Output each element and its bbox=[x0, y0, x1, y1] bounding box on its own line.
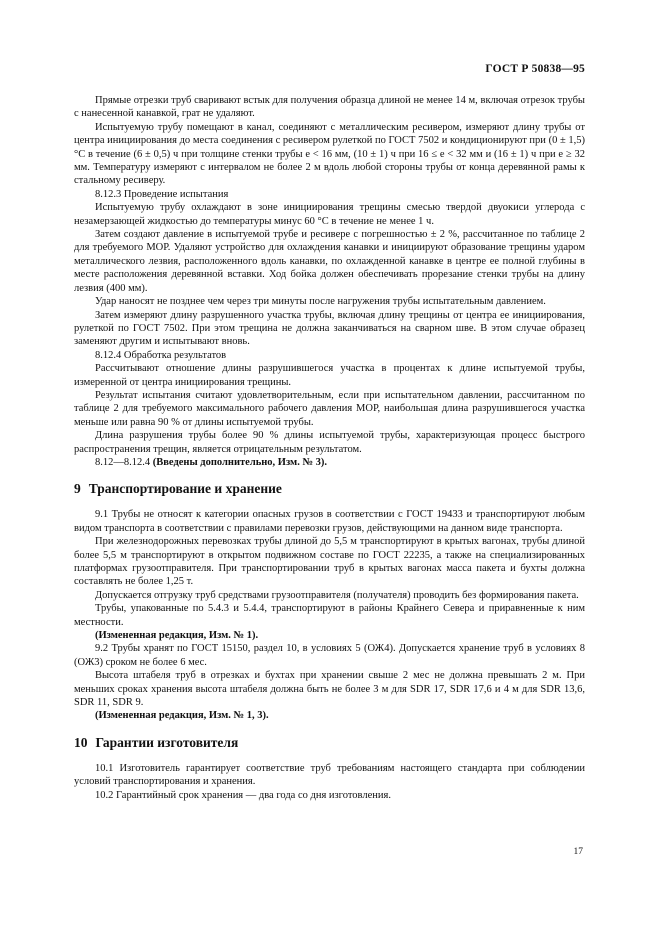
paragraph-shipment-no-pack: Допускается отгрузку труб средствами грузоотправителя (получателя) проводить без формирования пакета. bbox=[95, 589, 579, 601]
section-9-heading bbox=[74, 481, 585, 497]
section-9-number: 9 bbox=[74, 481, 81, 497]
paragraph-stack-height: Высота штабеля труб в отрезках и бухтах при хранении свыше 2 мес не должна превышать 2 м. При меньших сроках хранения высота штабеля должна быть не более 3 м для SDR 17, SDR 17,6 и 4 м для SDR 13,6, SDR 11, SDR 9. bbox=[74, 670, 585, 709]
paragraph-9-2: 9.2 Трубы хранят по ГОСТ 15150, раздел 10, в условиях 5 (ОЖ4). Допускается хранение труб в условиях 8 (ОЖ3) сроком не более 6 мес. bbox=[74, 643, 585, 668]
subclause-8-12-4-heading: 8.12.4 Обработка результатов bbox=[95, 349, 227, 361]
paragraph-impact: Удар наносят не позднее чем через три минуты после нагружения трубы испытательным давлением. bbox=[95, 296, 546, 308]
amendment-note-bold: (Введены дополнительно, Изм. № 3). bbox=[152, 456, 327, 468]
paragraph-measure-crack: Затем измеряют длину разрушенного участка трубы, включая длину трещины от центра ее инициирования, рулеткой по ГОСТ 7502. При этом трещина не должна заканчиваться на сварном шве. В этом случае образец заменяют другим и испытывают вновь. bbox=[74, 309, 585, 348]
standard-header: ГОСТ Р 50838—95 bbox=[485, 63, 585, 75]
document-page bbox=[74, 0, 585, 936]
paragraph-9-1: 9.1 Трубы не относят к категории опасных грузов в соответствии с ГОСТ 19433 и транспортируют любым видом транспорта в соответствии с правилами перевозки грузов, действующими на данном виде транспорта. bbox=[74, 509, 585, 534]
amendment-note-prefix: 8.12—8.12.4 bbox=[95, 456, 153, 468]
paragraph-butt-welding: Прямые отрезки труб сваривают встык для получения образца длиной не менее 14 м, включая отрезок трубы с нанесенной канавкой, грат не удаляют. bbox=[74, 95, 585, 120]
paragraph-calc-ratio: Рассчитывают отношение длины разрушившегося участка в процентах к длине испытуемой трубы, измеренной от центра инициирования трещины. bbox=[74, 363, 585, 388]
paragraph-rail-transport: При железнодорожных перевозках трубы длиной до 5,5 м транспортируют в крытых вагонах, трубы длиной более 5,5 м транспортируют в открытом подвижном составе по ГОСТ 22235, а также на специализированных платформах грузоотправителя. При транспортировании труб в крытых вагонах масса пакета и бухты должна составлять не более 1,25 т. bbox=[74, 536, 585, 588]
paragraph-10-1: 10.1 Изготовитель гарантирует соответствие труб требованиям настоящего стандарта при соблюдении условий транспортирования и хранения. bbox=[74, 762, 585, 788]
paragraph-10-2: 10.2 Гарантийный срок хранения — два года со дня изготовления. bbox=[95, 789, 391, 801]
amendment-note-8-12 bbox=[74, 456, 585, 469]
section-10-number: 10 bbox=[74, 734, 88, 750]
paragraph-far-north: Трубы, упакованные по 5.4.3 и 5.4.4, транспортируют в районы Крайнего Севера и приравненные к ним местности. bbox=[74, 603, 585, 628]
paragraph-cooling: Испытуемую трубу охлаждают в зоне инициирования трещины смесью твердой двуокиси углерода с незамерзающей жидкостью до температуры минус 60 °С в течение не менее 1 ч. bbox=[74, 202, 585, 227]
paragraph-result-negative: Длина разрушения трубы более 90 % длины испытуемой трубы, характеризующая процесс быстрого распространения трещин, является отрицательным результатом. bbox=[74, 430, 585, 455]
paragraph-conditioning: Испытуемую трубу помещают в канал, соединяют с металлическим ресивером, измеряют длину трубы от центра инициирования до места соединения с ресивером рулеткой по ГОСТ 7502 и кондиционируют при (0 ± 1,5) °С в течение (6 ± 0,5) ч при толщине стенки трубы e < 16 мм, (10 ± 1) ч при 16 ≤ e < 32 мм и (16 ± 1) ч при e ≥ 32 мм. Температуру измеряют с интервалом не более 2 м вдоль любой стороны трубы от конца деревянной рамы к стальному ресиверу. bbox=[74, 121, 585, 187]
page-number: 17 bbox=[573, 847, 583, 857]
section-10-heading bbox=[74, 735, 585, 751]
paragraph-result-satisfactory: Результат испытания считают удовлетворительным, если при испытательном давлении, рассчитанном по таблице 2 для требуемого максимального рабочего давления МОР, наибольшая длина разрушившегося участка меньше или равна 90 % от длины испытуемой трубы. bbox=[74, 389, 585, 428]
paragraph-pressure: Затем создают давление в испытуемой трубе и ресивере с погрешностью ± 2 %, рассчитанное по таблице 2 для требуемого МОР. Удаляют устройство для охлаждения канавки и инициируют образование трещины ударом металлического лезвия, расположенного вдоль канавки, по охлажденной канавке в центре ее полной глубины в месте расположения деревянной вставки. Ход бойка должен обеспечивать прорезание стенки трубы на длину лезвия (400 мм). bbox=[74, 229, 585, 294]
document-body bbox=[74, 94, 585, 802]
section-9-title: Транспортирование и хранение bbox=[88, 481, 282, 497]
amendment-note-9-1: (Измененная редакция, Изм. № 1). bbox=[95, 630, 259, 642]
subclause-8-12-3-heading: 8.12.3 Проведение испытания bbox=[95, 188, 229, 200]
section-10-title: Гарантии изготовителя bbox=[95, 734, 239, 750]
amendment-note-9-2: (Измененная редакция, Изм. № 1, 3). bbox=[95, 710, 269, 722]
